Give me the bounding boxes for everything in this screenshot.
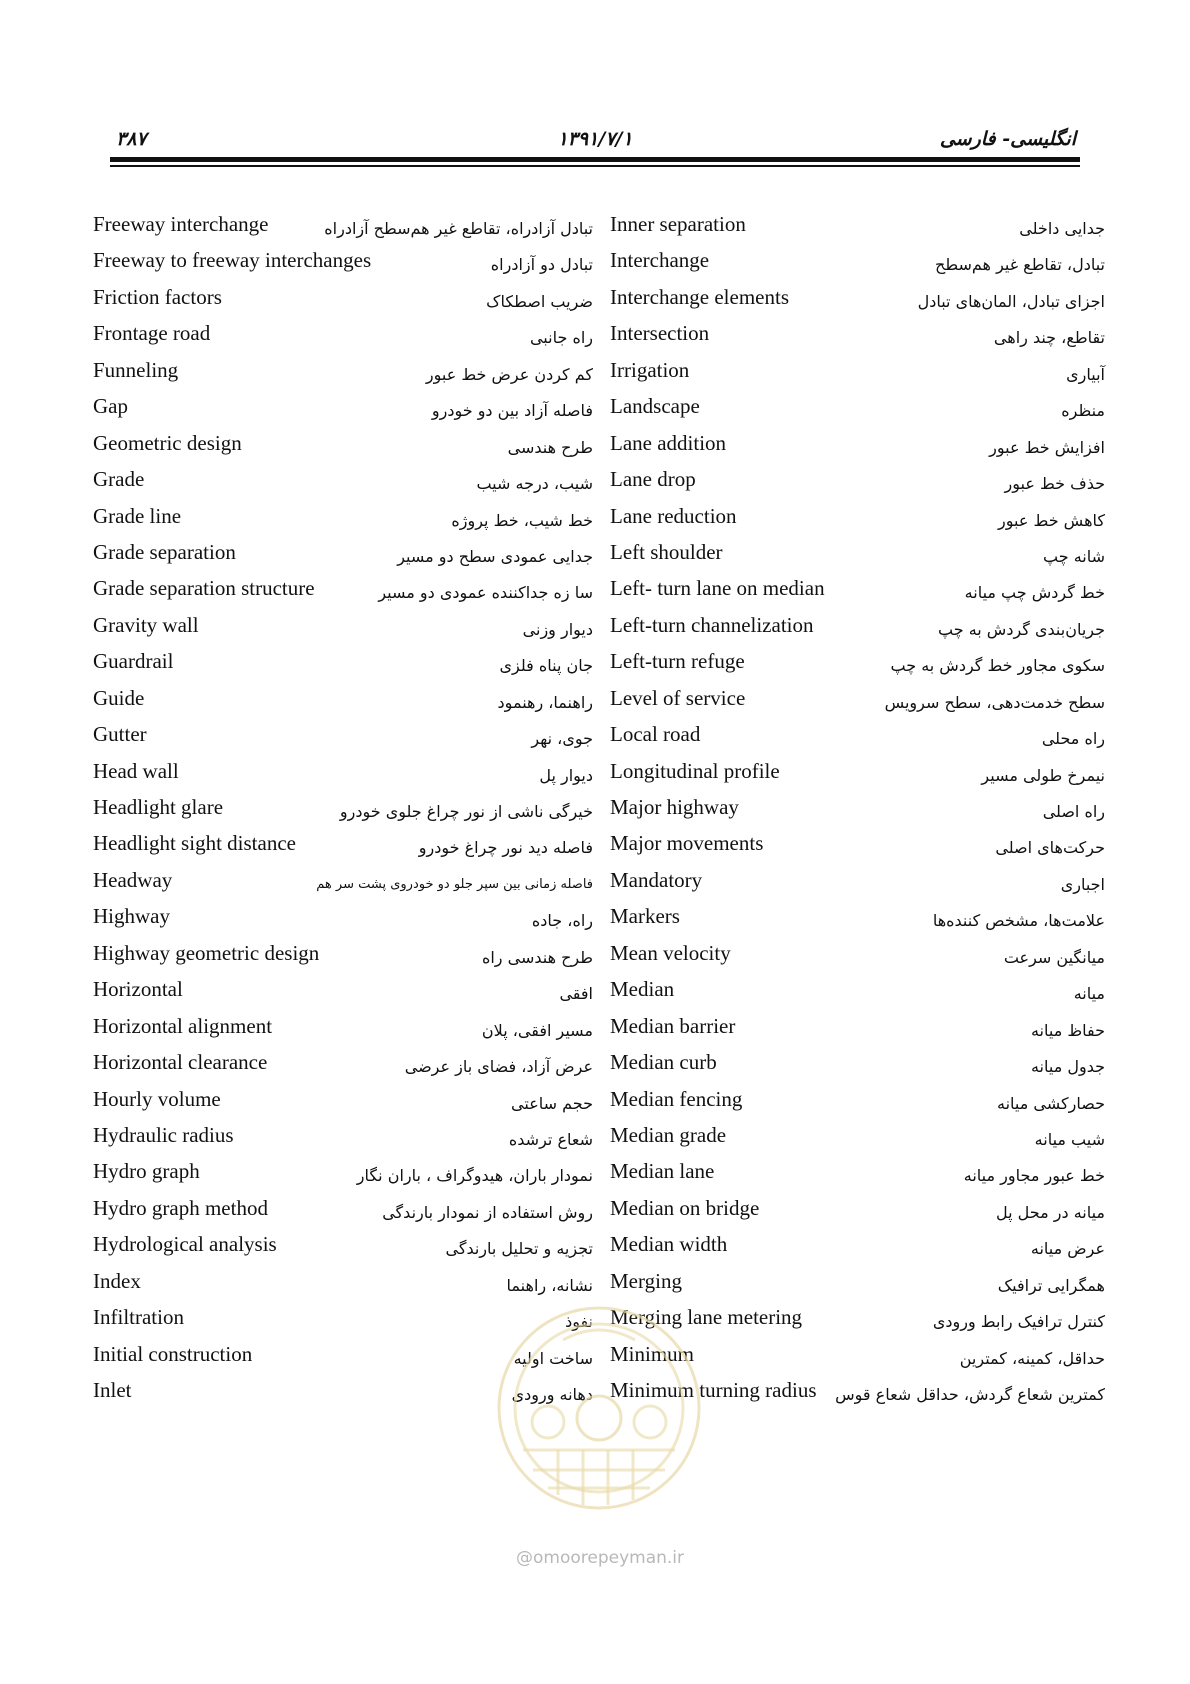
english-term: Gravity wall — [93, 612, 199, 637]
glossary-entry — [610, 759, 1105, 795]
persian-term: تجزیه و تحلیل بارندگی — [445, 1239, 593, 1259]
persian-term: میانه در محل پل — [996, 1202, 1105, 1222]
persian-term: تبادل دو آزادراه — [490, 255, 593, 275]
english-term: Longitudinal profile — [610, 758, 780, 783]
persian-term: نمودار باران، هیدوگراف ، باران نگار — [356, 1166, 593, 1186]
english-term: Gap — [93, 394, 128, 419]
english-term: Hourly volume — [93, 1086, 221, 1111]
english-term: Median on bridge — [610, 1195, 760, 1220]
english-term: Guardrail — [93, 649, 174, 674]
persian-term: حجم ساعتی — [511, 1093, 593, 1113]
persian-term: راه، جاده — [531, 911, 593, 931]
english-term: Minimum turning radius — [610, 1378, 817, 1402]
english-term: Merging lane metering — [610, 1305, 803, 1330]
persian-term: تقاطع، چند راهی — [993, 328, 1105, 348]
english-term: Friction factors — [93, 284, 222, 309]
persian-term: راه جانبی — [529, 328, 593, 348]
left-column — [93, 212, 593, 1414]
persian-term: عرض آزاد، فضای باز عرضی — [404, 1057, 593, 1077]
english-term: Lane reduction — [610, 503, 737, 528]
persian-term: تبادل آزادراه، تقاطع غیر هم‌سطح آزادراه — [324, 219, 593, 238]
persian-term: سا زه جداکننده عمودی دو مسیر — [378, 583, 593, 603]
glossary-entry — [93, 831, 593, 867]
english-term: Major movements — [610, 831, 764, 856]
glossary-entry — [610, 795, 1105, 831]
english-term: Headway — [93, 867, 173, 892]
glossary-entry — [93, 212, 593, 248]
glossary-entry — [93, 1196, 593, 1232]
glossary-entry — [93, 977, 593, 1013]
header-date: ۱۳۹۱/۷/۱ — [557, 128, 633, 150]
glossary-entry — [610, 1232, 1105, 1268]
glossary-entry — [610, 321, 1105, 357]
persian-term: سکوی مجاور خط گردش به چپ — [890, 656, 1105, 676]
glossary-entry — [610, 248, 1105, 284]
persian-term: مسیر افقی، پلان — [481, 1020, 593, 1040]
english-term: Interchange elements — [610, 284, 789, 309]
persian-term: میانه — [1073, 984, 1105, 1004]
glossary-entry — [610, 576, 1105, 612]
persian-term: دهانه ورودی — [511, 1385, 593, 1404]
glossary-entry — [93, 1087, 593, 1123]
persian-term: شانه چپ — [1043, 546, 1105, 566]
glossary-entry — [93, 467, 593, 503]
english-term: Inner separation — [610, 212, 746, 236]
glossary-entry — [610, 394, 1105, 430]
glossary-entry — [93, 504, 593, 540]
english-term: Grade separation structure — [93, 576, 315, 601]
english-term: Highway geometric design — [93, 940, 320, 965]
persian-term: شعاع ترشده — [508, 1129, 593, 1149]
glossary-entry — [610, 1196, 1105, 1232]
persian-term: علامت‌ها، مشخص کننده‌ها — [932, 911, 1105, 931]
english-term: Initial construction — [93, 1341, 253, 1366]
english-term: Left- turn lane on median — [610, 576, 825, 601]
persian-term: راهنما، رهنمود — [497, 692, 593, 712]
english-term: Median — [610, 977, 675, 1002]
persian-term: سطح خدمت‌دهی، سطح سرویس — [884, 692, 1105, 712]
persian-term: حداقل، کمینه، کمترین — [959, 1348, 1105, 1368]
english-term: Frontage road — [93, 321, 211, 346]
english-term: Horizontal — [93, 977, 183, 1002]
glossary-entry — [610, 1123, 1105, 1159]
english-term: Hydrological analysis — [93, 1232, 277, 1257]
glossary-entry — [93, 1014, 593, 1050]
persian-term: راه محلی — [1041, 729, 1105, 749]
english-term: Median curb — [610, 1050, 717, 1075]
glossary-entry — [610, 1050, 1105, 1086]
english-term: Head wall — [93, 758, 179, 783]
persian-term: طرح هندسی — [507, 437, 593, 457]
watermark-url: @omoorepeyman.ir — [515, 1548, 685, 1568]
persian-term: جدول میانه — [1030, 1057, 1105, 1077]
glossary-entry — [610, 467, 1105, 503]
english-term: Grade separation — [93, 539, 236, 564]
glossary-entry — [93, 686, 593, 722]
glossary-entry — [610, 904, 1105, 940]
glossary-entry — [610, 285, 1105, 321]
page-header — [110, 126, 1080, 156]
glossary-entry — [93, 759, 593, 795]
english-term: Highway — [93, 904, 170, 929]
glossary-entry — [93, 1232, 593, 1268]
english-term: Mandatory — [610, 867, 703, 892]
english-term: Interchange — [610, 248, 710, 273]
glossary-entry — [610, 540, 1105, 576]
persian-term: شیب میانه — [1034, 1129, 1105, 1149]
glossary-entry — [93, 540, 593, 576]
persian-term: کمترین شعاع گردش، حداقل شعاع قوس — [835, 1385, 1105, 1404]
english-term: Index — [93, 1268, 141, 1293]
persian-term: خط گردش چپ میانه — [964, 583, 1105, 603]
persian-term: حرکت‌های اصلی — [995, 838, 1105, 858]
glossary-entry — [93, 941, 593, 977]
glossary-entry — [610, 1014, 1105, 1050]
english-term: Median barrier — [610, 1013, 736, 1038]
persian-term: خط عبور مجاور میانه — [963, 1166, 1105, 1186]
glossary-entry — [93, 248, 593, 284]
persian-term: خیرگی ناشی از نور چراغ جلوی خودرو — [339, 802, 593, 821]
glossary-entry — [610, 1159, 1105, 1195]
english-term: Left-turn refuge — [610, 649, 745, 674]
persian-term: حصارکشی میانه — [997, 1093, 1105, 1113]
persian-term: جریان‌بندی گردش به چپ — [938, 619, 1105, 639]
glossary-entry — [93, 722, 593, 758]
persian-term: ساخت اولیه — [513, 1348, 593, 1368]
glossary-entry — [93, 795, 593, 831]
glossary-entry — [93, 904, 593, 940]
glossary-entry — [610, 613, 1105, 649]
persian-term: همگرایی ترافیک — [997, 1275, 1105, 1295]
glossary-entry — [93, 1159, 593, 1195]
persian-term: عرض میانه — [1030, 1239, 1105, 1259]
persian-term: کاهش خط عبور — [998, 510, 1105, 530]
persian-term: اجزای تبادل، المان‌های تبادل — [917, 291, 1105, 311]
glossary-entry — [610, 431, 1105, 467]
english-term: Hydro graph method — [93, 1195, 268, 1220]
english-term: Irrigation — [610, 357, 690, 382]
persian-term: فاصله زمانی بین سپر جلو دو خودروی پشت سر هم — [316, 876, 593, 892]
persian-term: حذف خط عبور — [1004, 474, 1105, 494]
persian-term: خط شیب، خط پروژه — [451, 510, 593, 530]
english-term: Mean velocity — [610, 940, 731, 965]
persian-term: نشانه، راهنما — [506, 1275, 593, 1295]
glossary-entry — [93, 431, 593, 467]
persian-term: فاصله دید نور چراغ خودرو — [418, 838, 593, 858]
header-rule-thick — [110, 157, 1080, 162]
persian-term: جوی، نهر — [531, 729, 593, 749]
english-term: Lane drop — [610, 467, 696, 492]
persian-term: افزایش خط عبور — [989, 437, 1105, 457]
english-term: Freeway interchange — [93, 212, 269, 236]
header-rule-thin — [110, 165, 1080, 167]
right-column — [610, 212, 1105, 1414]
persian-term: فاصله آزاد بین دو خودرو — [431, 401, 593, 421]
english-term: Headlight sight distance — [93, 831, 296, 856]
persian-term: کم کردن عرض خط عبور — [425, 364, 593, 384]
english-term: Intersection — [610, 321, 710, 346]
persian-term: جدایی عمودی سطح دو مسیر — [397, 546, 593, 566]
persian-term: راه اصلی — [1042, 802, 1105, 821]
persian-term: منظره — [1061, 401, 1105, 421]
english-term: Median width — [610, 1232, 728, 1257]
english-term: Geometric design — [93, 430, 242, 455]
glossary-entry — [610, 212, 1105, 248]
english-term: Median fencing — [610, 1086, 743, 1111]
glossary-entry — [610, 831, 1105, 867]
english-term: Minimum — [610, 1341, 695, 1366]
english-term: Lane addition — [610, 430, 727, 455]
glossary-entry — [610, 977, 1105, 1013]
persian-term: میانگین سرعت — [1003, 947, 1105, 967]
english-term: Grade line — [93, 503, 182, 528]
english-term: Median lane — [610, 1159, 715, 1184]
glossary-entry — [93, 1050, 593, 1086]
persian-term: اجباری — [1060, 874, 1105, 894]
persian-term: حفاظ میانه — [1030, 1020, 1105, 1040]
english-term: Landscape — [610, 394, 700, 419]
english-term: Grade — [93, 467, 145, 492]
glossary-entry — [610, 868, 1105, 904]
english-term: Freeway to freeway interchanges — [93, 248, 372, 273]
glossary-entry — [610, 941, 1105, 977]
glossary-entry — [610, 1087, 1105, 1123]
glossary-entry — [610, 686, 1105, 722]
english-term: Merging — [610, 1268, 682, 1293]
glossary-entry — [93, 1123, 593, 1159]
english-term: Median grade — [610, 1122, 727, 1147]
glossary-entry — [610, 649, 1105, 685]
persian-term: جدایی داخلی — [1019, 219, 1105, 238]
english-term: Markers — [610, 904, 680, 929]
english-term: Infiltration — [93, 1305, 184, 1330]
persian-term: نفوذ — [565, 1312, 593, 1332]
english-term: Hydro graph — [93, 1159, 200, 1184]
persian-term: آبیاری — [1066, 364, 1105, 384]
glossary-entry — [93, 649, 593, 685]
english-term: Hydraulic radius — [93, 1122, 234, 1147]
english-term: Local road — [610, 722, 701, 747]
glossary-entry — [93, 868, 593, 904]
english-term: Gutter — [93, 722, 147, 747]
english-term: Left-turn channelization — [610, 612, 814, 637]
english-term: Horizontal clearance — [93, 1050, 268, 1075]
persian-term: دیوار پل — [539, 765, 593, 785]
english-term: Left shoulder — [610, 539, 723, 564]
english-term: Guide — [93, 685, 145, 710]
persian-term: افقی — [559, 984, 593, 1004]
persian-term: شیب، درجه شیب — [476, 474, 593, 494]
english-term: Headlight glare — [93, 795, 224, 819]
persian-term: تبادل، تقاطع غیر هم‌سطح — [935, 255, 1105, 275]
english-term: Major highway — [610, 795, 739, 819]
persian-term: دیوار وزنی — [522, 619, 593, 639]
english-term: Funneling — [93, 357, 179, 382]
header-title: انگلیسی- فارسی — [939, 128, 1076, 150]
persian-term: روش استفاده از نمودار بارندگی — [382, 1202, 593, 1222]
english-term: Level of service — [610, 685, 746, 710]
persian-term: کنترل ترافیک رابط ورودی — [932, 1312, 1105, 1332]
persian-term: نیمرخ طولی مسیر — [981, 765, 1105, 785]
glossary-entry — [93, 358, 593, 394]
persian-term: طرح هندسی راه — [481, 947, 593, 967]
page-number: ۳۸۷ — [116, 128, 147, 150]
glossary-entry — [610, 722, 1105, 758]
glossary-entry — [93, 285, 593, 321]
glossary-entry — [93, 321, 593, 357]
persian-term: جان پناه فلزی — [499, 656, 593, 676]
watermark-logo-icon — [488, 1300, 710, 1590]
english-term: Horizontal alignment — [93, 1013, 273, 1038]
glossary-entry — [610, 358, 1105, 394]
persian-term: ضریب اصطکاک — [486, 291, 593, 311]
english-term: Inlet — [93, 1378, 132, 1402]
glossary-entry — [93, 576, 593, 612]
glossary-entry — [93, 394, 593, 430]
glossary-entry — [93, 613, 593, 649]
glossary-entry — [610, 504, 1105, 540]
